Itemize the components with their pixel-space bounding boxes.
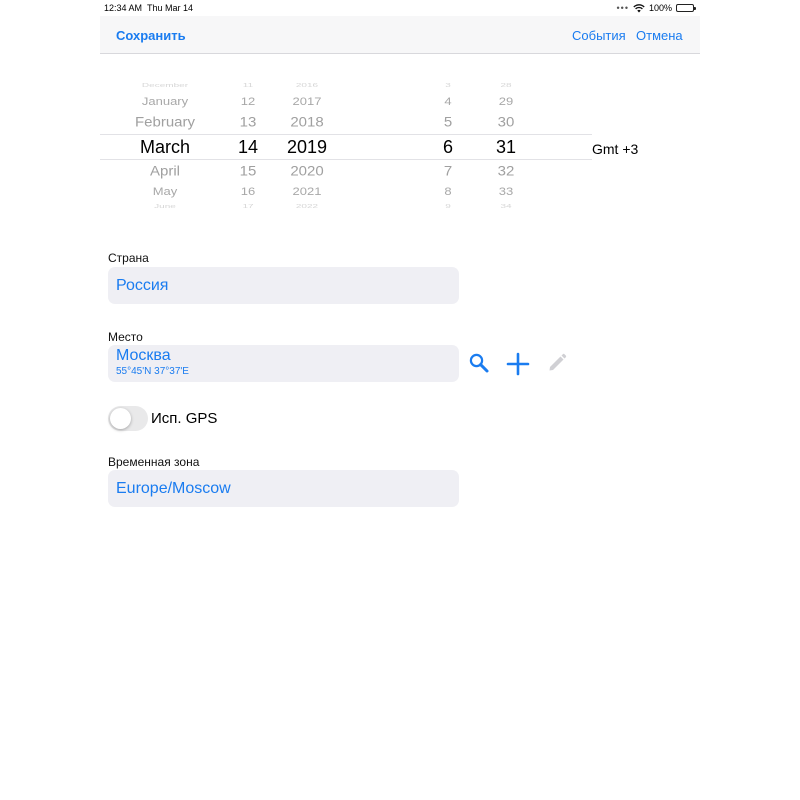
gmt-offset-label: Gmt +3	[592, 141, 639, 157]
picker-item[interactable]: 4	[444, 95, 452, 108]
timezone-value: Europe/Moscow	[116, 480, 231, 497]
picker-item[interactable]: 28	[500, 82, 512, 89]
place-label: Место	[108, 330, 143, 344]
picker-item[interactable]: June	[154, 203, 176, 210]
cancel-button[interactable]: Отмена	[636, 28, 683, 43]
picker-item[interactable]: 2017	[292, 95, 322, 108]
picker-selected-item[interactable]: 2019	[286, 137, 328, 157]
picker-item[interactable]: 32	[497, 163, 515, 180]
picker-item[interactable]: 17	[242, 203, 254, 210]
place-field[interactable]	[108, 345, 459, 382]
save-button[interactable]: Сохранить	[116, 28, 186, 43]
country-field[interactable]	[108, 267, 459, 304]
picker-item[interactable]: 2021	[292, 185, 322, 198]
picker-hour-column[interactable]	[430, 74, 466, 216]
country-value: Россия	[116, 277, 169, 294]
place-coordinates: 55°45'N 37°37'E	[116, 366, 189, 377]
picker-item[interactable]: May	[152, 185, 178, 198]
timezone-field[interactable]	[108, 470, 459, 507]
picker-minute-column[interactable]	[488, 74, 524, 216]
picker-item[interactable]: 2022	[295, 203, 319, 210]
picker-day-column[interactable]	[228, 74, 268, 216]
status-time-date	[104, 3, 193, 13]
gps-toggle[interactable]	[108, 406, 148, 431]
status-time: 12:34 AM	[104, 3, 143, 13]
picker-item[interactable]: 29	[498, 95, 514, 108]
picker-item[interactable]: 11	[242, 82, 254, 89]
picker-item[interactable]: 3	[445, 82, 451, 89]
gps-label: Исп. GPS	[151, 410, 218, 427]
picker-item[interactable]: 5	[443, 114, 453, 131]
cellular-dots: •••	[616, 3, 629, 13]
picker-item[interactable]: 30	[497, 114, 515, 131]
picker-item[interactable]: December	[141, 82, 189, 89]
timezone-label: Временная зона	[108, 455, 200, 469]
picker-item[interactable]: 9	[445, 203, 451, 210]
pencil-icon[interactable]	[546, 352, 568, 374]
picker-item[interactable]: 15	[239, 163, 257, 180]
picker-item[interactable]: 13	[239, 114, 257, 131]
picker-item[interactable]: April	[149, 163, 180, 180]
navigation-bar	[100, 16, 700, 54]
picker-item[interactable]: 34	[500, 203, 512, 210]
place-value: Москва	[116, 347, 171, 364]
status-date: Thu Mar 14	[147, 3, 194, 13]
gps-toggle-knob	[110, 408, 131, 429]
picker-selected-item[interactable]: 6	[442, 137, 453, 157]
picker-item[interactable]: January	[141, 95, 189, 108]
picker-item[interactable]: 8	[444, 185, 452, 198]
country-label: Страна	[108, 251, 149, 265]
app-screen	[100, 0, 700, 800]
battery-percent: 100%	[648, 3, 672, 13]
status-right	[617, 3, 694, 13]
picker-item[interactable]: 12	[240, 95, 256, 108]
picker-month-column[interactable]	[112, 74, 218, 216]
picker-selected-item[interactable]: March	[139, 137, 190, 157]
picker-item[interactable]: 16	[240, 185, 256, 198]
picker-item[interactable]: February	[134, 114, 196, 131]
wifi-icon	[633, 4, 645, 13]
battery-icon	[676, 4, 694, 12]
picker-item[interactable]: 2018	[290, 114, 324, 131]
picker-item[interactable]: 2020	[290, 163, 324, 180]
search-icon[interactable]	[468, 352, 490, 374]
status-bar	[100, 0, 700, 16]
picker-item[interactable]: 2016	[295, 82, 319, 89]
picker-year-column[interactable]	[280, 74, 334, 216]
picker-selected-item[interactable]: 31	[495, 137, 517, 157]
picker-item[interactable]: 33	[498, 185, 514, 198]
picker-item[interactable]: 7	[443, 163, 453, 180]
events-button[interactable]: События	[572, 28, 626, 43]
picker-selected-item[interactable]: 14	[237, 137, 259, 157]
plus-icon[interactable]	[506, 352, 530, 376]
